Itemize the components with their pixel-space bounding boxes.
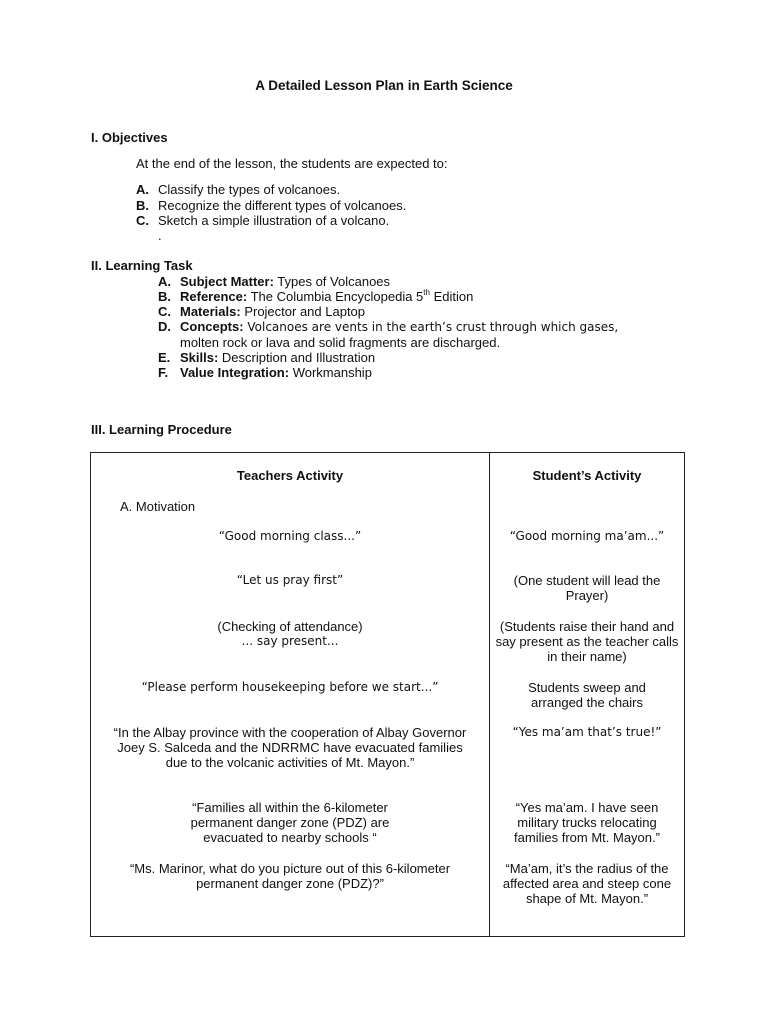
student-line: (One student will lead the Prayer) [513, 573, 661, 603]
list-item [136, 213, 406, 229]
student-line: “Yes ma’am. I have seen military trucks relocating families from Mt. Mayon.” [514, 800, 660, 845]
item-text-after: Edition [429, 289, 474, 304]
list-item [136, 198, 406, 214]
student-line: Students sweep and arranged the chairs [528, 680, 646, 710]
item-text: Projector and Laptop [240, 304, 366, 319]
item-label: Concepts: [180, 319, 244, 334]
list-item [158, 289, 688, 304]
procedure-heading: III. Learning Procedure [91, 422, 232, 437]
trailing-dot: . [158, 228, 162, 243]
teacher-line: (Checking of attendance) [217, 619, 363, 634]
student-line: “Yes ma’am that’s true!” [512, 725, 662, 739]
objectives-intro: At the end of the lesson, the students are expected to: [136, 156, 448, 171]
document-title: A Detailed Lesson Plan in Earth Science [255, 78, 513, 93]
item-text: The Columbia Encyclopedia 5 [247, 289, 424, 304]
item-text: Description and Illustration [218, 350, 376, 365]
item-label: Reference: [180, 289, 248, 304]
teacher-header: Teachers Activity [236, 468, 344, 483]
list-text: Sketch a simple illustration of a volcano. [158, 213, 390, 228]
list-text: Classify the types of volcanoes. [158, 182, 341, 197]
objectives-list [136, 182, 406, 229]
list-item [158, 365, 688, 380]
list-item [158, 350, 688, 365]
student-line: “Good morning ma’am...” [509, 529, 665, 543]
procedure-table [90, 452, 685, 937]
item-label: Subject Matter: [180, 274, 274, 289]
teacher-line: “Ms. Marinor, what do you picture out of this 6-kilometer permanent danger zone (PDZ)?” [129, 861, 451, 891]
item-label: Materials: [180, 304, 241, 319]
list-letter: C. [136, 213, 149, 228]
list-letter: A. [158, 274, 171, 289]
teacher-line: “Families all within the 6-kilometer permanent danger zone (PDZ) are evacuated to nearby schools “ [190, 800, 390, 845]
item-text-continued: molten rock or lava and solid fragments are discharged. [180, 335, 501, 350]
learning-task-heading: II. Learning Task [91, 258, 193, 273]
student-header: Student’s Activity [532, 468, 642, 483]
list-item [158, 304, 688, 319]
list-item [136, 182, 406, 198]
list-letter: B. [136, 197, 149, 213]
item-text: Workmanship [289, 365, 372, 380]
item-text: Volcanoes are vents in the earth’s crust through which gases, [243, 320, 619, 334]
student-line: “Ma’am, it’s the radius of the affected area and steep cone shape of Mt. Mayon.” [502, 861, 672, 906]
list-letter: E. [158, 350, 171, 365]
list-text: Recognize the different types of volcanoes. [158, 197, 407, 213]
teacher-line: “Let us pray first” [236, 573, 344, 587]
teacher-line: “Please perform housekeeping before we start...” [141, 680, 439, 694]
list-letter: B. [158, 289, 171, 304]
list-letter: F. [158, 365, 169, 380]
list-letter: C. [158, 304, 171, 319]
list-letter: A. [136, 182, 149, 197]
motivation-label: A. Motivation [120, 499, 196, 514]
superscript: th [423, 287, 430, 297]
teacher-line: “Good morning class...” [218, 529, 362, 543]
item-label: Skills: [180, 350, 219, 365]
item-text: Types of Volcanoes [273, 274, 391, 289]
item-label: Value Integration: [180, 365, 290, 380]
learning-task-list [158, 274, 688, 380]
teacher-line: “In the Albay province with the cooperation of Albay Governor Joey S. Salceda and the NDRRMC have evacuated families due to the volcanic activities of Mt. Mayon.” [113, 725, 467, 770]
student-line: (Students raise their hand and say present as the teacher calls in their name) [495, 619, 679, 664]
list-letter: D. [158, 319, 171, 334]
list-item [158, 274, 688, 289]
objectives-heading: I. Objectives [91, 130, 168, 145]
teacher-line: ... say present... [241, 634, 339, 648]
list-item [158, 319, 688, 350]
